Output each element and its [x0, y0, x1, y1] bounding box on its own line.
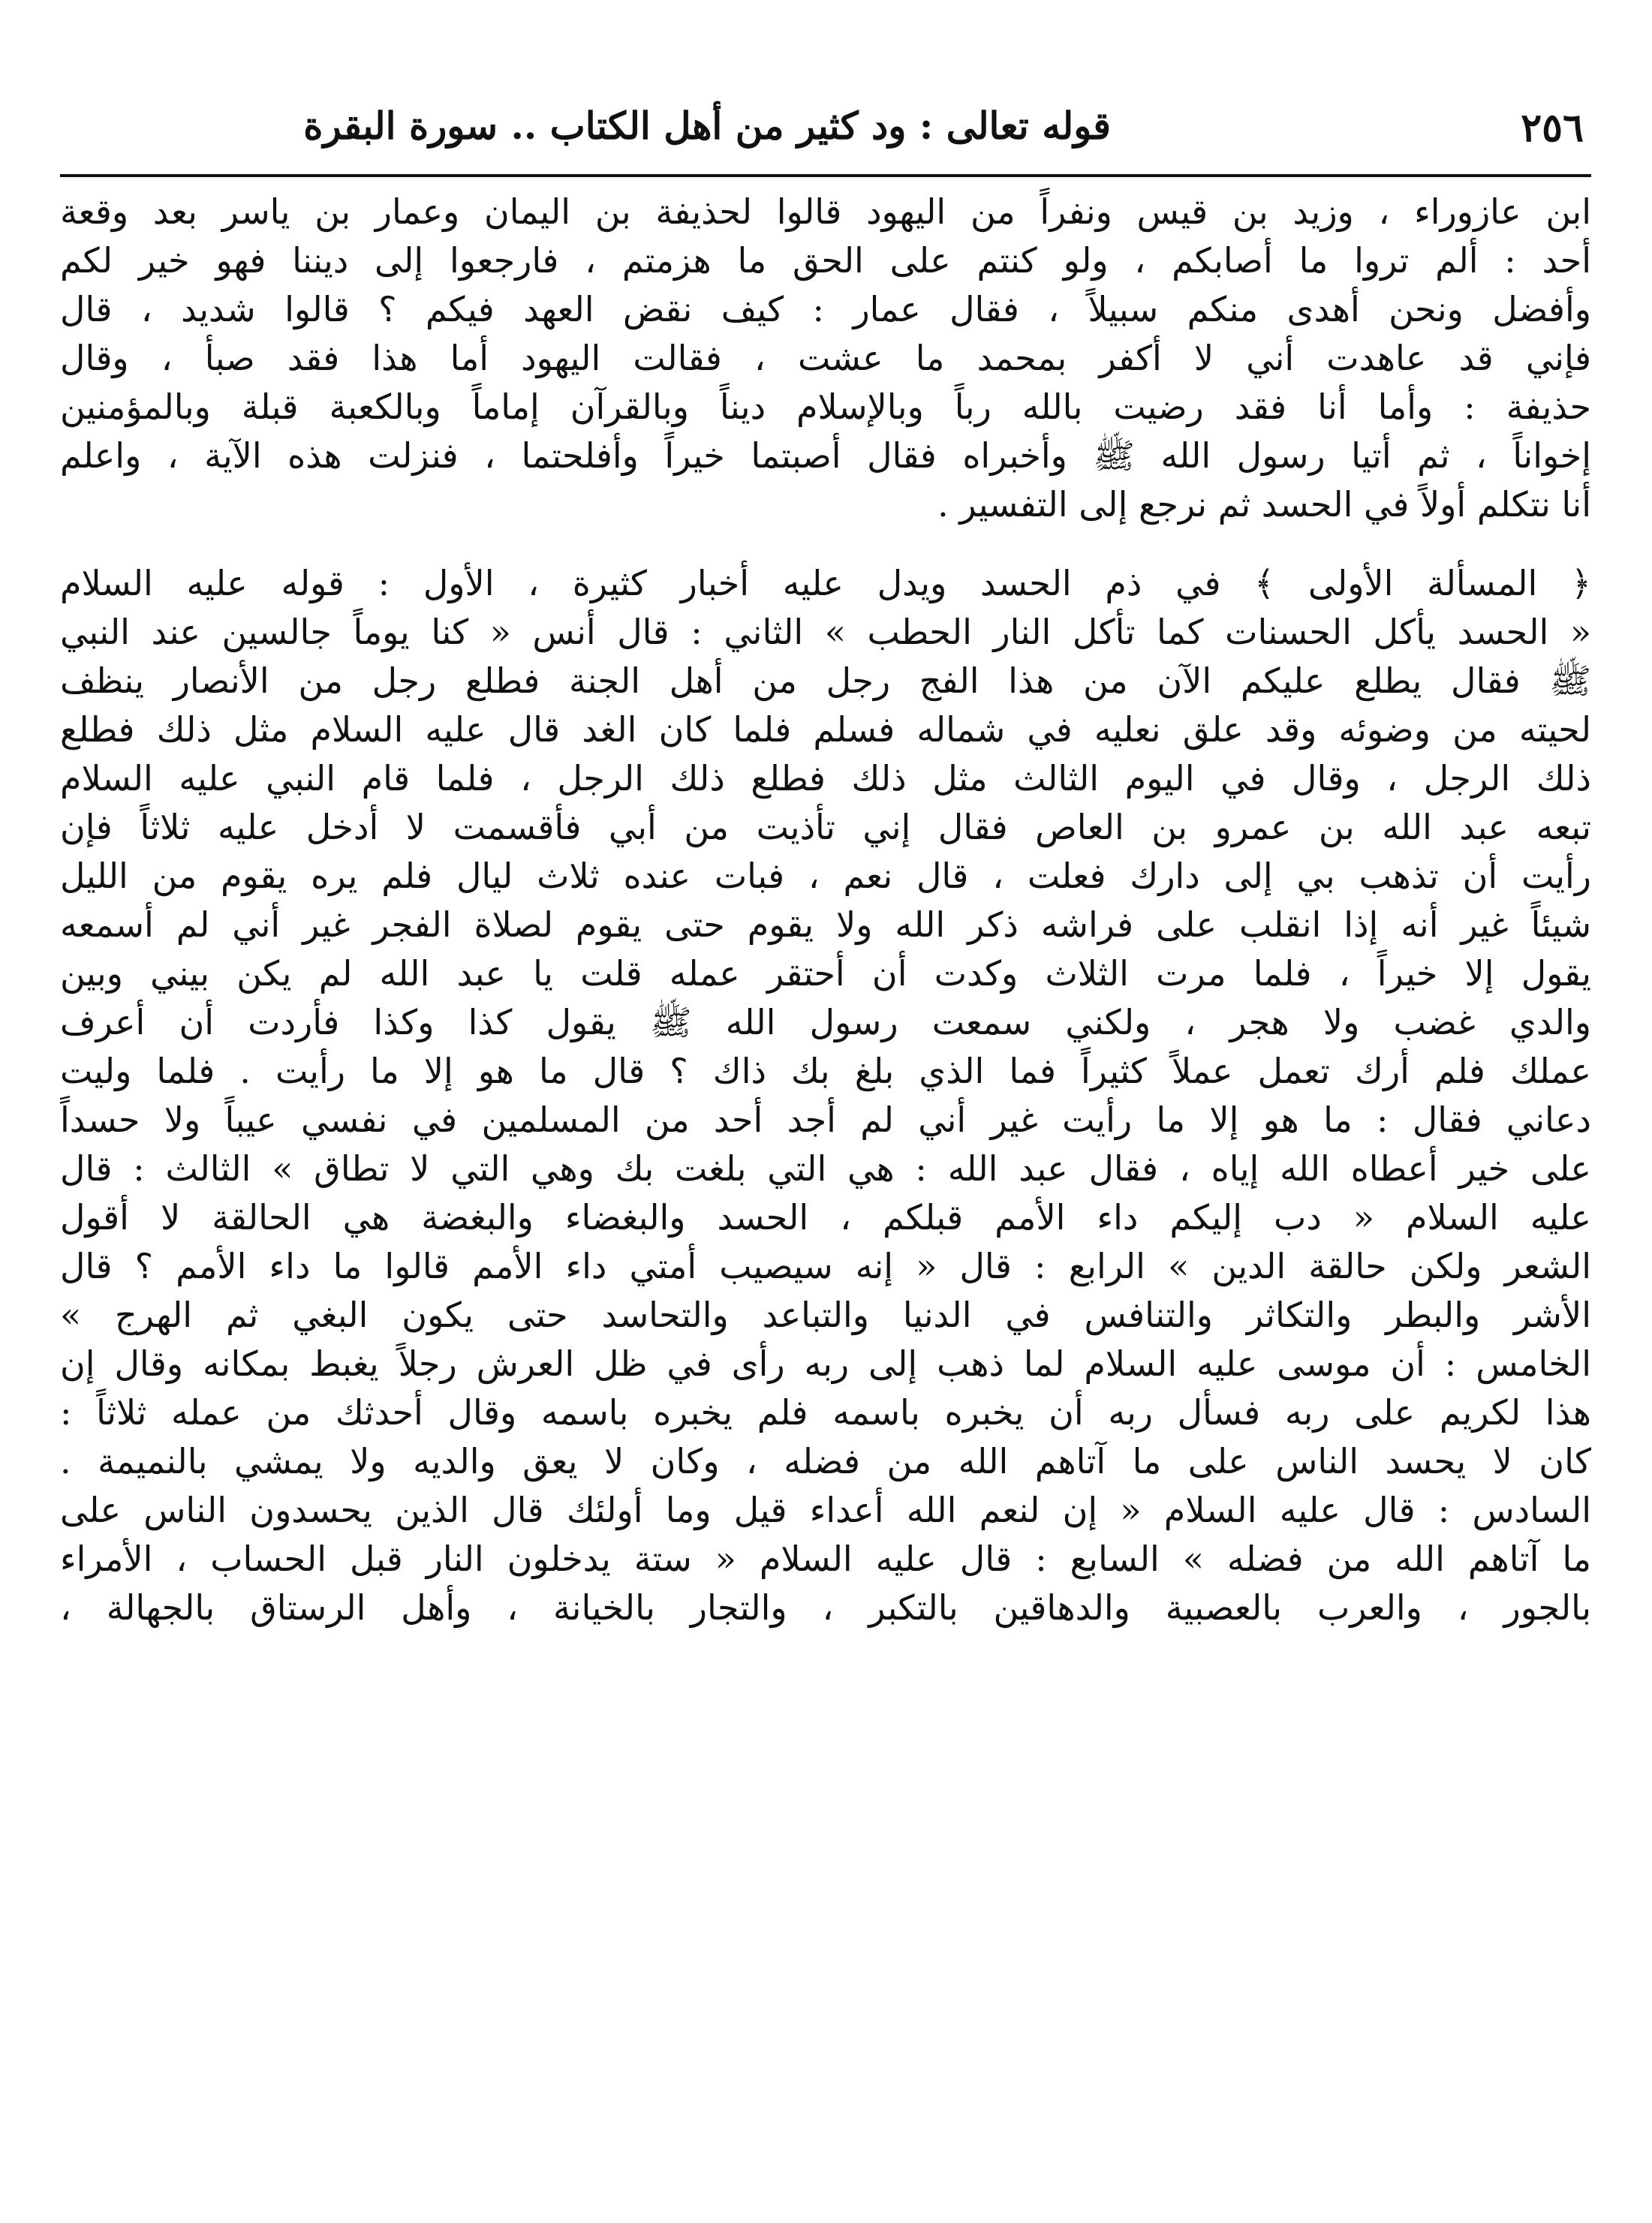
text-line	[60, 2023, 1591, 2071]
text-line: لحيته من وضوئه وقد علق نعليه في شماله فسلم فلما كان الغد قال عليه السلام مثل ذلك فطلع	[60, 709, 1591, 750]
text-line: على خير أعطاه الله إياه ، فقال عبد الله : هي التي بلغت بك وهي التي لا تطاق » الثالث : قال	[60, 1148, 1591, 1189]
book-page	[60, 90, 1591, 2191]
text-line: الشعر ولكن حالقة الدين » الرابع : قال « إنه سيصيب أمتي داء الأمم قالوا ما داء الأمم ؟ قال	[60, 1246, 1591, 1286]
page-body	[60, 188, 1591, 2120]
text-line: ما آتاهم الله من فضله » السابع : قال عليه السلام « ستة يدخلون النار قبل الحساب ، الأمراء	[60, 1539, 1591, 1579]
text-line: فإني قد عاهدت أني لا أكفر بمحمد ما عشت ، فقالت اليهود أما هذا فقد صبأ ، وقال	[60, 338, 1591, 378]
running-title: قوله تعالى : ود كثير من أهل الكتاب .. سورة البقرة	[303, 104, 1111, 148]
text-line: دعاني فقال : ما هو إلا ما رأيت غير أني لم أجد أحد من المسلمين في نفسي عيباً ولا حسداً	[60, 1099, 1591, 1140]
text-line: ﷺ فقال يطلع عليكم الآن من هذا الفج رجل من أهل الجنة فطلع رجل من الأنصار ينظف	[60, 660, 1591, 701]
text-line	[60, 2071, 1591, 2120]
text-line: الأشر والبطر والتكاثر والتنافس في الدنيا والتباعد والتحاسد حتى يكون البغي ثم الهرج »	[60, 1295, 1591, 1335]
text-line: بالجور ، والعرب بالعصبية والدهاقين بالتكبر ، والتجار بالخيانة ، وأهل الرستاق بالجهالة ،	[60, 1587, 1591, 1628]
text-line: ذلك الرجل ، وقال في اليوم الثالث مثل ذلك فطلع ذلك الرجل ، فلما قام النبي عليه السلام	[60, 758, 1591, 799]
text-line: الخامس : أن موسى عليه السلام لما ذهب إلى ربه رأى في ظل العرش رجلاً يغبط بمكانه وقال إن	[60, 1343, 1591, 1384]
text-line	[60, 1974, 1591, 2023]
text-line: هذا لكريم على ربه فسأل ربه أن يخبره باسمه فلم يخبره باسمه وقال أحدثك من عمله ثلاثاً :	[60, 1392, 1591, 1433]
header-rule	[60, 174, 1591, 177]
text-line: حذيفة : وأما أنا فقد رضيت بالله رباً وبالإسلام ديناً وبالقرآن إماماً وبالكعبة قبلة وبالمؤمنين	[60, 387, 1591, 427]
text-line	[60, 1779, 1591, 1827]
text-line: تبعه عبد الله بن عمرو بن العاص فقال إني تأذيت من أبي فأقسمت لا أدخل عليه ثلاثاً فإن	[60, 807, 1591, 847]
text-line	[60, 1681, 1591, 1730]
text-line: « الحسد يأكل الحسنات كما تأكل النار الحطب » الثاني : قال أنس « كنا يوماً جالسين عند النبي	[60, 612, 1591, 652]
paragraph-gap	[60, 529, 1591, 559]
text-line: إخواناً ، ثم أتيا رسول الله ﷺ وأخبراه فقال أصبتما خيراً وأفلحتما ، فنزلت هذه الآية ، واعلم	[60, 435, 1591, 476]
text-line	[60, 1827, 1591, 1876]
text-line: أحد : ألم تروا ما أصابكم ، ولو كنتم على الحق ما هزمتم ، فارجعوا إلى ديننا فهو خير لكم	[60, 240, 1591, 281]
text-line: والدي غضب ولا هجر ، ولكني سمعت رسول الله ﷺ يقول كذا وكذا فأردت أن أعرف	[60, 1002, 1591, 1042]
text-line: عملك فلم أرك تعمل عملاً كثيراً فما الذي بلغ بك ذاك ؟ قال ما هو إلا ما رأيت . فلما وليت	[60, 1051, 1591, 1091]
text-line: كان لا يحسد الناس على ما آتاهم الله من فضله ، وكان لا يعق والديه ولا يمشي بالنميمة .	[60, 1441, 1591, 1481]
text-line: ﴿ المسألة الأولى ﴾ في ذم الحسد ويدل عليه أخبار كثيرة ، الأول : قوله عليه السلام	[60, 563, 1591, 603]
text-line: ابن عازوراء ، وزيد بن قيس ونفراً من اليهود قالوا لحذيفة بن اليمان وعمار بن ياسر بعد وقعة	[60, 191, 1591, 232]
text-line: رأيت أن تذهب بي إلى دارك فعلت ، قال نعم ، فبات عنده ثلاث ليال فلم يره يقوم من الليل	[60, 856, 1591, 896]
text-line: السادس : قال عليه السلام « إن لنعم الله أعداء قيل وما أولئك قال الذين يحسدون الناس على	[60, 1490, 1591, 1530]
text-line	[60, 1730, 1591, 1779]
page-header	[60, 90, 1591, 173]
paragraph-intro	[60, 188, 1591, 529]
text-line	[60, 1925, 1591, 1974]
text-line: عليه السلام « دب إليكم داء الأمم قبلكم ، الحسد والبغضاء والبغضة هي الحالقة لا أقول	[60, 1197, 1591, 1238]
text-line: يقول إلا خيراً ، فلما مرت الثلاث وكدت أن أحتقر عمله قلت يا عبد الله لم يكن بيني وبين	[60, 953, 1591, 994]
text-line: أنا نتكلم أولاً في الحسد ثم نرجع إلى التفسير .	[937, 484, 1591, 525]
text-line	[60, 1632, 1591, 1681]
text-line: وأفضل ونحن أهدى منكم سبيلاً ، فقال عمار : كيف نقض العهد فيكم ؟ قالوا شديد ، قال	[60, 289, 1591, 329]
page-number: ٢٥٦	[1521, 105, 1584, 151]
paragraph-first-question	[60, 559, 1591, 2120]
text-line	[60, 1876, 1591, 1925]
text-line: شيئاً غير أنه إذا انقلب على فراشه ذكر الله ولا يقوم حتى يقوم لصلاة الفجر غير أني لم أسمعه	[60, 904, 1591, 945]
